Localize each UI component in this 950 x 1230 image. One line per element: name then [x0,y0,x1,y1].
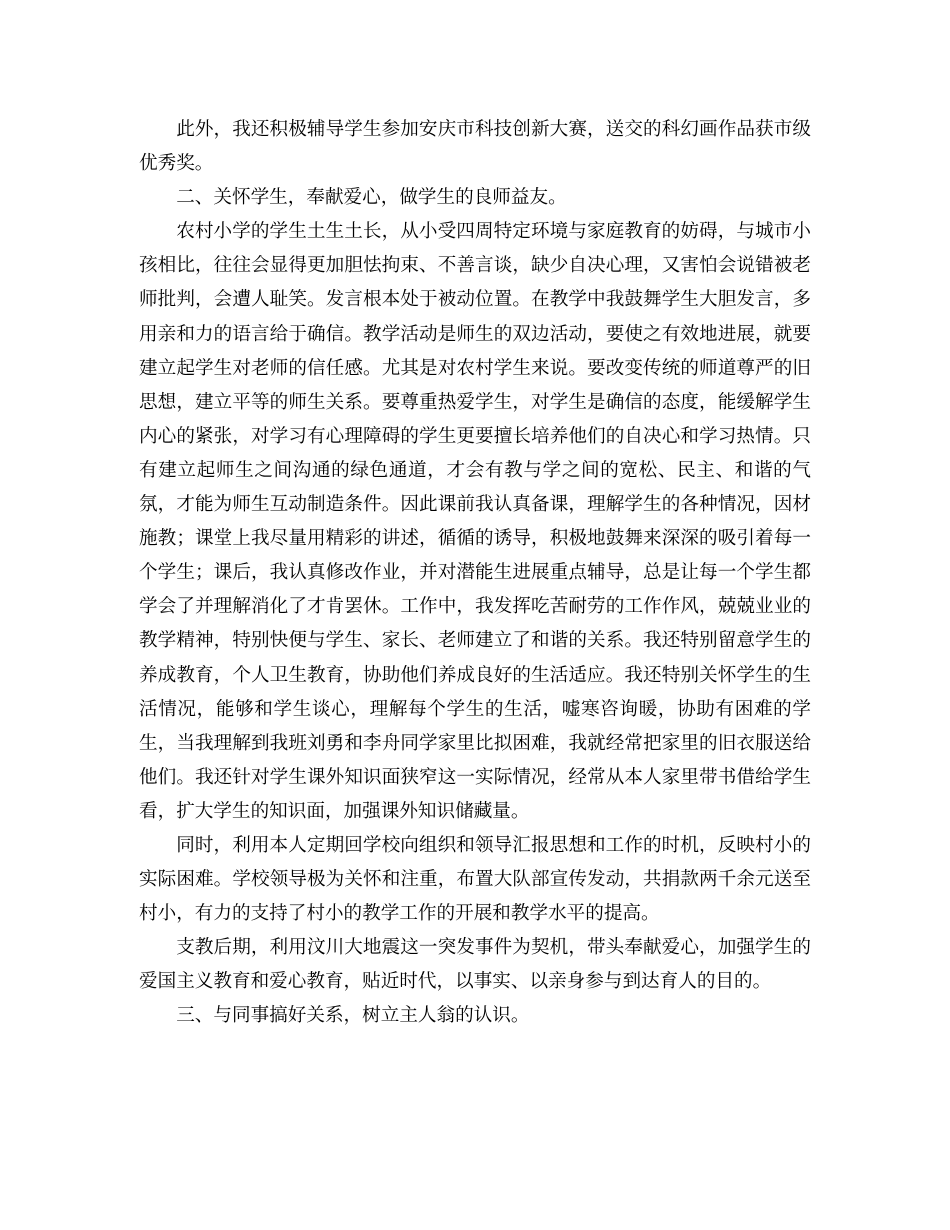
paragraph-rural-students: 农村小学的学生土生土长，从小受四周特定环境与家庭教育的妨碍，与城市小孩相比，往往会显得更加胆怯拘束、不善言谈，缺少自决心理，又害怕会说错被老师批判，会遭人耻笑。发言根本处于被动位置。在教学中我鼓舞学生大胆发言，多用亲和力的语言给于确信。教学活动是师生的双边活动，要使之有效地进展，就要建立起学生对老师的信任感。尤其是对农村学生来说。要改变传统的师道尊严的旧思想，建立平等的师生关系。要尊重热爱学生，对学生是确信的态度，能缓解学生内心的紧张，对学习有心理障碍的学生更要擅长培养他们的自决心和学习热情。只有建立起师生之间沟通的绿色通道，才会有教与学之间的宽松、民主、和谐的气氛，才能为师生互动制造条件。因此课前我认真备课，理解学生的各种情况，因材施教；课堂上我尽量用精彩的讲述，循循的诱导，积极地鼓舞来深深的吸引着每一个学生；课后，我认真修改作业，并对潜能生进展重点辅导，总是让每一个学生都学会了并理解消化了才肯罢休。工作中，我发挥吃苦耐劳的工作作风，兢兢业业的教学精神，特别快便与学生、家长、老师建立了和谐的关系。我还特别留意学生的养成教育，个人卫生教育，协助他们养成良好的生活适应。我还特别关怀学生的生活情况，能够和学生谈心，理解每个学生的生活，嘘寒咨询暖，协助有困难的学生，当我理解到我班刘勇和李舟同学家里比拟困难，我就经常把家里的旧衣服送给他们。我还针对学生课外知识面狭窄这一实际情况，经常从本人家里带书借给学生看，扩大学生的知识面，加强课外知识储藏量。 [139,221,811,822]
section-heading-colleague-relations: 三、与同事搞好关系，树立主人翁的认识。 [176,1005,530,1027]
section-heading-care-for-students: 二、关怀学生，奉献爱心，做学生的良师益友。 [176,187,567,209]
paragraph-science-contest: 此外，我还积极辅导学生参加安庆市科技创新大赛，送交的科幻画作品获市级优秀奖。 [139,119,811,175]
paragraph-earthquake-education: 支教后期，利用汶川大地震这一突发事件为契机，带头奉献爱心，加强学生的爱国主义教育和爱心教育，贴近时代，以事实、以亲身参与到达育人的目的。 [139,937,811,993]
paragraph-school-support: 同时，利用本人定期回学校向组织和领导汇报思想和工作的时机，反映村小的实际困难。学校领导极为关怀和注重，布置大队部宣传发动，共捐款两千余元送至村小，有力的支持了村小的教学工作的开展和教学水平的提高。 [139,834,811,925]
document-page [139,113,811,1034]
